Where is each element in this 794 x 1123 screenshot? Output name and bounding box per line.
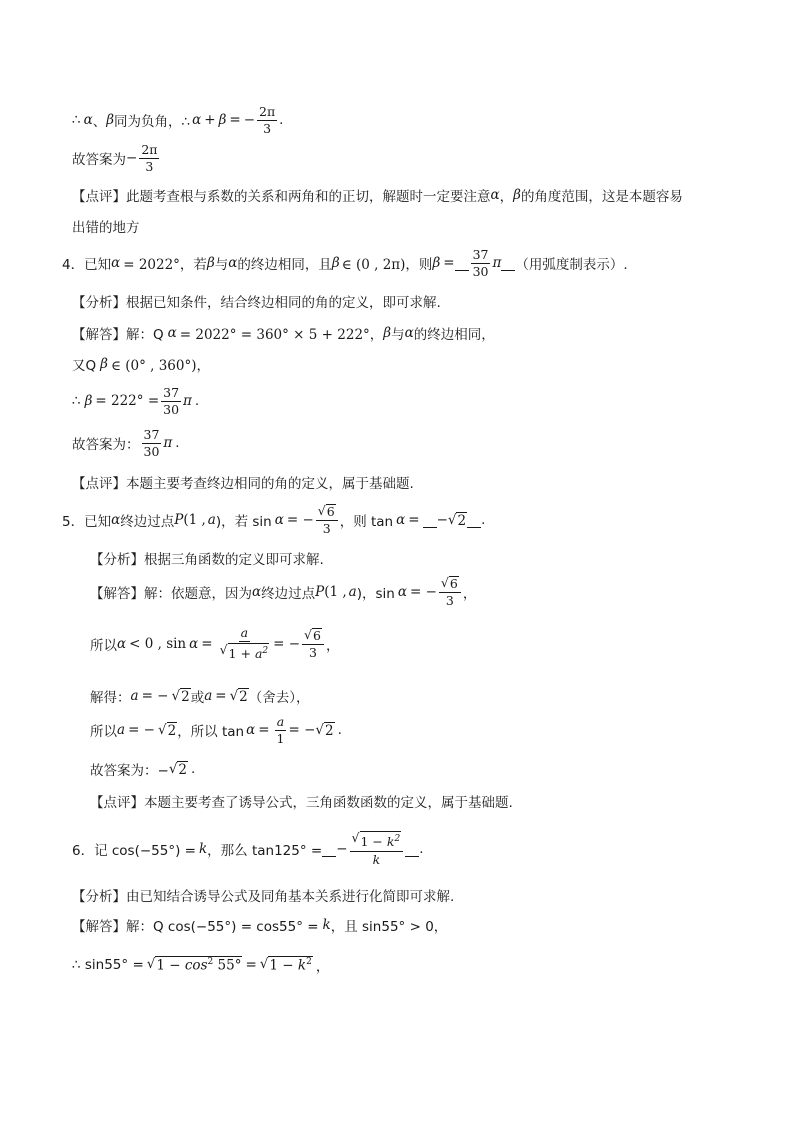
math-symbol: α (83, 112, 93, 128)
text: 的终边相同， (413, 327, 495, 343)
sqrt: √ 2 (157, 721, 177, 739)
fraction-numerator (316, 504, 338, 521)
text: 、 (92, 114, 107, 130)
text: 故答案为 (72, 152, 126, 168)
fraction (439, 576, 461, 608)
fraction (350, 831, 404, 866)
math-symbol: π (183, 393, 192, 409)
fraction (139, 143, 159, 174)
fraction (275, 715, 287, 746)
sqrt: √ 6 (317, 503, 335, 519)
text: 【分析】根据已知条件，结合终边相同的角的定义，即可求解. (72, 295, 441, 311)
question-4 (62, 245, 628, 281)
sqrt: √ 2 (229, 687, 248, 705)
comment-line (72, 184, 683, 206)
math-text: (1 , (183, 512, 206, 528)
math-symbol: β (218, 112, 227, 128)
text: ∴ sin55° = (72, 957, 144, 973)
text: ，且 sin55° > 0， (330, 919, 448, 935)
text: 的终边相同，且 (237, 257, 332, 273)
math-operator: = − (288, 722, 316, 738)
fraction-denominator: 1 (276, 730, 285, 746)
analysis-line (90, 547, 324, 569)
math-text: = − (286, 512, 314, 528)
exponent: 2 (306, 957, 312, 968)
math-text: 1 − (156, 957, 181, 974)
math-symbol: P (174, 512, 184, 528)
math-symbol: α (117, 636, 127, 652)
text: 与 (391, 327, 405, 343)
text: 的角度范围，这是本题容易 (520, 189, 683, 205)
text: 5．已知 (62, 514, 112, 530)
text: ， (462, 586, 477, 602)
math-text: 1 + (228, 646, 251, 662)
math-symbol: P (315, 584, 325, 600)
text: )，若 sin (215, 514, 272, 530)
text: 【解答】解：Q (72, 327, 164, 343)
math-operator: = (245, 957, 257, 973)
fraction-numerator (439, 576, 461, 593)
text: 又Q (72, 358, 97, 374)
text: 或 (190, 690, 205, 706)
math-symbol: β (84, 393, 93, 409)
math-symbol: a (130, 688, 139, 704)
math-operator: = (258, 722, 270, 738)
radicand: 2 (239, 688, 248, 705)
fraction-denominator: 3 (322, 521, 331, 536)
solution-line (72, 952, 329, 978)
math-symbol: k (322, 917, 331, 933)
math-symbol: α (397, 584, 407, 600)
sqrt: √ 2 (315, 721, 334, 739)
fraction-denominator: 30 (472, 263, 489, 279)
sqrt: √ $1 - k^2$ (259, 956, 312, 974)
math-symbol: α (228, 255, 238, 271)
math-text: ∈ (0° , 360°)， (110, 358, 211, 374)
math-symbol: α (167, 325, 177, 341)
fraction-numerator: 2π (259, 103, 276, 119)
math-symbol: α (189, 636, 199, 652)
math-symbol: α (274, 512, 284, 528)
math-operator: = − (141, 688, 169, 704)
math-operator: + (204, 112, 216, 128)
radicand: 6 (326, 504, 335, 519)
text: ， (315, 959, 330, 975)
radicand: 2 (167, 722, 177, 739)
fraction-denominator: k (372, 851, 381, 867)
answer-blank (322, 842, 336, 857)
fraction-denominator: 30 (163, 401, 180, 417)
text: ∴ (72, 393, 81, 409)
question-6 (72, 826, 424, 872)
answer-blank (455, 256, 469, 271)
sqrt: √ 2 (447, 511, 467, 529)
radicand: 2 (178, 761, 188, 778)
solution-line (72, 102, 283, 138)
sqrt: √ $1 + a^2$ (219, 642, 269, 662)
comment-line (90, 790, 513, 812)
fraction-numerator (350, 831, 404, 851)
text: 【解答】解：Q cos(−55°) = cos55° = (72, 919, 319, 935)
text: . (191, 761, 196, 777)
math-symbol: β (383, 325, 392, 341)
fraction-numerator: a (276, 713, 285, 729)
text: ，所以 tan (177, 724, 245, 740)
radicand: 6 (449, 576, 458, 591)
text: 所以 (90, 724, 117, 740)
solution-line (90, 572, 476, 612)
sqrt: √ 2 (171, 687, 190, 705)
sqrt: √ $1 - k^2$ (351, 830, 401, 850)
math-text: = − (409, 584, 437, 600)
text: 所以 (90, 638, 117, 654)
question-5 (62, 500, 485, 540)
math-symbol: β (100, 356, 108, 372)
math-symbol: a (348, 584, 357, 600)
fraction-numerator (302, 628, 324, 645)
math-text: = 2022° = 360° × 5 + 222°， (179, 327, 384, 343)
text: . (194, 393, 200, 409)
fraction-numerator: 37 (143, 426, 160, 442)
solution-line (72, 322, 495, 344)
math-text: = 2022°，若 (123, 257, 207, 273)
fraction (302, 628, 324, 660)
fraction (161, 386, 181, 417)
text: )，sin (356, 586, 395, 602)
math-operator: = − (128, 722, 155, 738)
math-text: 1 − (269, 957, 294, 974)
math-symbol: a (207, 512, 216, 528)
text: 6．记 cos(−55°) = (72, 843, 196, 859)
exponent: 2 (394, 834, 401, 845)
math-symbol: β (331, 255, 340, 271)
math-symbol: k (386, 834, 395, 850)
solution-line (72, 140, 161, 176)
text: 解得： (90, 690, 131, 706)
math-operator: − (126, 150, 138, 166)
math-operator: − (336, 841, 348, 857)
math-symbol: a (117, 722, 126, 738)
text: 4．已知 (62, 257, 112, 273)
math-text: = 222° = (95, 393, 160, 409)
text: 与 (214, 257, 229, 273)
analysis-line (72, 290, 441, 312)
radicand: 2 (457, 512, 467, 529)
math-symbol: α (404, 325, 414, 341)
solution-line (72, 914, 447, 936)
fraction (316, 504, 338, 536)
math-text: (1 , (324, 584, 347, 600)
math-symbol: α (111, 255, 121, 271)
math-symbol: α (396, 512, 406, 528)
math-symbol: a (254, 646, 263, 662)
math-operator: = (215, 688, 227, 704)
solution-line (72, 425, 180, 461)
math-symbol: β (106, 112, 115, 128)
math-text: < 0 , sin (129, 636, 187, 652)
math-text: 1 − (360, 834, 383, 850)
math-operator: = − (273, 636, 301, 652)
math-symbol: α (192, 112, 202, 128)
text: （用弧度制表示）. (515, 257, 628, 273)
solution-line (90, 685, 310, 707)
sqrt: √ $1 - \cos^2 55^\circ$ (146, 956, 242, 974)
solution-line (90, 758, 195, 780)
radicand (155, 956, 242, 974)
answer-blank (467, 513, 481, 528)
fraction-numerator: 37 (472, 246, 489, 262)
text: . (419, 841, 424, 857)
fraction-denominator: 3 (145, 158, 154, 174)
radicand: 2 (181, 688, 190, 705)
fraction-numerator: 37 (163, 384, 180, 400)
math-operator: = (443, 255, 455, 271)
comment-line (72, 471, 414, 493)
math-operator: = (229, 112, 241, 128)
answer-blank (423, 513, 437, 528)
math-text: ∈ (0 , 2π)，则 (341, 257, 433, 273)
text: （舍去）， (248, 690, 310, 706)
exponent: 2 (207, 957, 214, 968)
text: 【分析】根据三角函数的定义即可求解. (90, 552, 324, 568)
radicand (268, 956, 312, 974)
text: . (481, 512, 486, 528)
text: . (175, 435, 180, 451)
radicand (228, 643, 270, 661)
text: 终边过点 (120, 514, 175, 530)
text: 终边过点 (261, 586, 316, 602)
fraction-denominator: 30 (143, 443, 160, 459)
math-operator: − (243, 112, 255, 128)
text: ， (499, 189, 514, 205)
sqrt: √ 2 (168, 760, 188, 778)
math-symbol: β (513, 187, 521, 203)
math-symbol: β (432, 255, 441, 271)
math-symbol: α (246, 722, 256, 738)
math-symbol: α (252, 584, 262, 600)
text: 【点评】本题主要考查终边相同的角的定义，属于基础题. (72, 476, 414, 492)
sqrt: √ 6 (440, 575, 458, 591)
text: ，则 tan (339, 514, 394, 530)
answer-blank (405, 842, 419, 857)
radicand: 2 (325, 722, 334, 739)
math-symbol: α (111, 512, 121, 528)
exponent: 2 (262, 646, 269, 657)
fraction (257, 105, 277, 136)
analysis-line (72, 884, 454, 906)
sqrt: √ 6 (304, 627, 321, 643)
math-symbol: k (198, 841, 208, 857)
radicand: 6 (313, 628, 321, 643)
text: 故答案为： (72, 437, 140, 453)
math-symbol: cos (184, 957, 208, 974)
fraction-denominator: 3 (263, 120, 272, 136)
text: 【分析】由已知结合诱导公式及同角基本关系进行化简即可求解. (72, 889, 455, 905)
math-symbol: β (206, 255, 215, 271)
fraction-denominator (218, 642, 272, 661)
fraction-numerator: a (240, 625, 249, 641)
math-symbol: α (490, 187, 500, 203)
math-operator: = (408, 512, 420, 528)
text: . (279, 112, 284, 128)
fraction (142, 428, 162, 459)
solution-line (90, 620, 339, 668)
text: ， (325, 638, 340, 654)
solution-line (90, 710, 342, 750)
fraction-denominator: 3 (309, 645, 317, 660)
answer-blank (501, 256, 515, 271)
math-operator: = (201, 636, 213, 652)
math-symbol: k (297, 957, 307, 974)
math-text: 55° (217, 957, 242, 974)
text: 出错的地方 (72, 220, 140, 236)
math-symbol: π (492, 255, 502, 271)
text: 同为负角，∴ (114, 114, 191, 130)
fraction (471, 248, 491, 279)
text: 【点评】此题考查根与系数的关系和两角和的正切，解题时一定要注意 (72, 189, 491, 205)
comment-line (72, 215, 140, 237)
solution-line (72, 383, 199, 419)
math-symbol: π (163, 435, 173, 451)
fraction-denominator: 3 (445, 593, 454, 608)
math-symbol: a (204, 688, 213, 704)
text: ∴ (72, 112, 81, 128)
text: 故答案为：− (90, 763, 169, 779)
text: 【点评】本题主要考查了诱导公式，三角函数函数的定义，属于基础题. (90, 795, 513, 811)
math-operator: − (436, 512, 448, 528)
fraction-numerator: 2π (141, 141, 158, 157)
fraction (218, 626, 272, 661)
text: . (337, 722, 342, 738)
text: 【解答】解：依题意，因为 (90, 586, 252, 602)
solution-line (72, 353, 210, 375)
text: ，那么 tan125° = (207, 843, 323, 859)
radicand (360, 831, 402, 849)
